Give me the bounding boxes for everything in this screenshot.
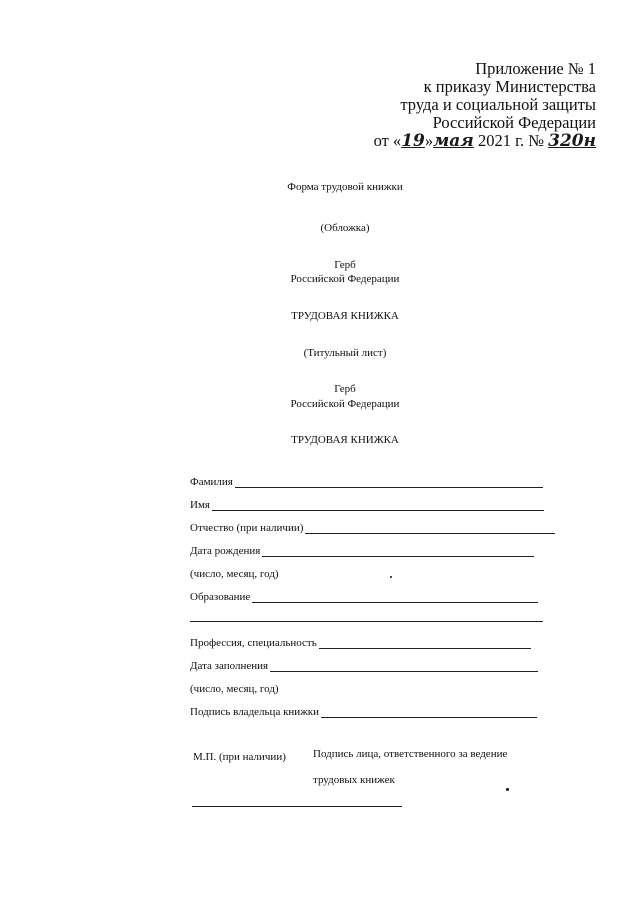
education-label: Образование [190,591,251,603]
form-title: Форма трудовой книжки [287,181,403,193]
title-page-emblem-line-2: Российской Федерации [290,398,400,410]
education-extra-line[interactable] [190,621,543,622]
fill-date-hint: (число, месяц, год) [190,683,279,695]
fill-date-label: Дата заполнения [190,660,269,672]
handwritten-day: 19 [401,131,425,151]
appendix-line-1: Приложение № 1 [475,59,596,78]
owner-signature-label: Подпись владельца книжки [190,706,320,718]
surname-field [190,476,543,488]
education-field [190,591,538,603]
cover-emblem-line-1: Герб [334,259,356,271]
responsible-signature-line[interactable] [192,806,402,807]
birth-date-label: Дата рождения [190,545,261,557]
name-field [190,499,544,511]
order-date-line [374,132,596,150]
owner-signature-line[interactable] [321,706,537,718]
patronymic-label: Отчество (при наличии) [190,522,304,534]
year-text: 2021 г. № [473,131,549,150]
cover-heading: ТРУДОВАЯ КНИЖКА [291,310,399,322]
patronymic-line[interactable] [305,522,555,534]
birth-date-line[interactable] [262,545,534,557]
appendix-line-4: Российской Федерации [432,113,596,132]
surname-label: Фамилия [190,476,233,488]
fill-date-line[interactable] [270,660,538,672]
cover-label: (Обложка) [320,222,370,234]
name-line[interactable] [212,499,544,511]
appendix-header [374,60,596,150]
fill-date-field [190,660,538,672]
stamp-label: М.П. (при наличии) [193,751,286,763]
title-page-label: (Титульный лист) [303,347,387,359]
handwritten-order-number: 320н [548,131,596,151]
owner-signature-field [190,706,537,718]
birth-date-field [190,545,534,557]
responsible-signature-label-2: трудовых книжек [313,774,395,786]
scan-speck [390,576,392,578]
name-label: Имя [190,499,210,511]
title-page-emblem-line-1: Герб [334,383,356,395]
scan-speck-2 [506,788,509,791]
education-line[interactable] [252,591,538,603]
birth-date-hint: (число, месяц, год) [190,568,279,580]
profession-line[interactable] [319,637,531,649]
surname-line[interactable] [235,476,543,488]
profession-label: Профессия, специальность [190,637,317,649]
quote-close: » [424,131,434,150]
patronymic-field [190,522,555,534]
title-page-heading: ТРУДОВАЯ КНИЖКА [291,434,399,446]
cover-emblem-line-2: Российской Федерации [290,273,400,285]
responsible-signature-label-1: Подпись лица, ответственного за ведение [313,748,508,760]
appendix-line-2: к приказу Министерства [423,77,596,96]
handwritten-month: мая [433,131,474,151]
date-prefix: от « [373,131,402,150]
appendix-line-3: труда и социальной защиты [400,95,596,114]
profession-field [190,637,531,649]
